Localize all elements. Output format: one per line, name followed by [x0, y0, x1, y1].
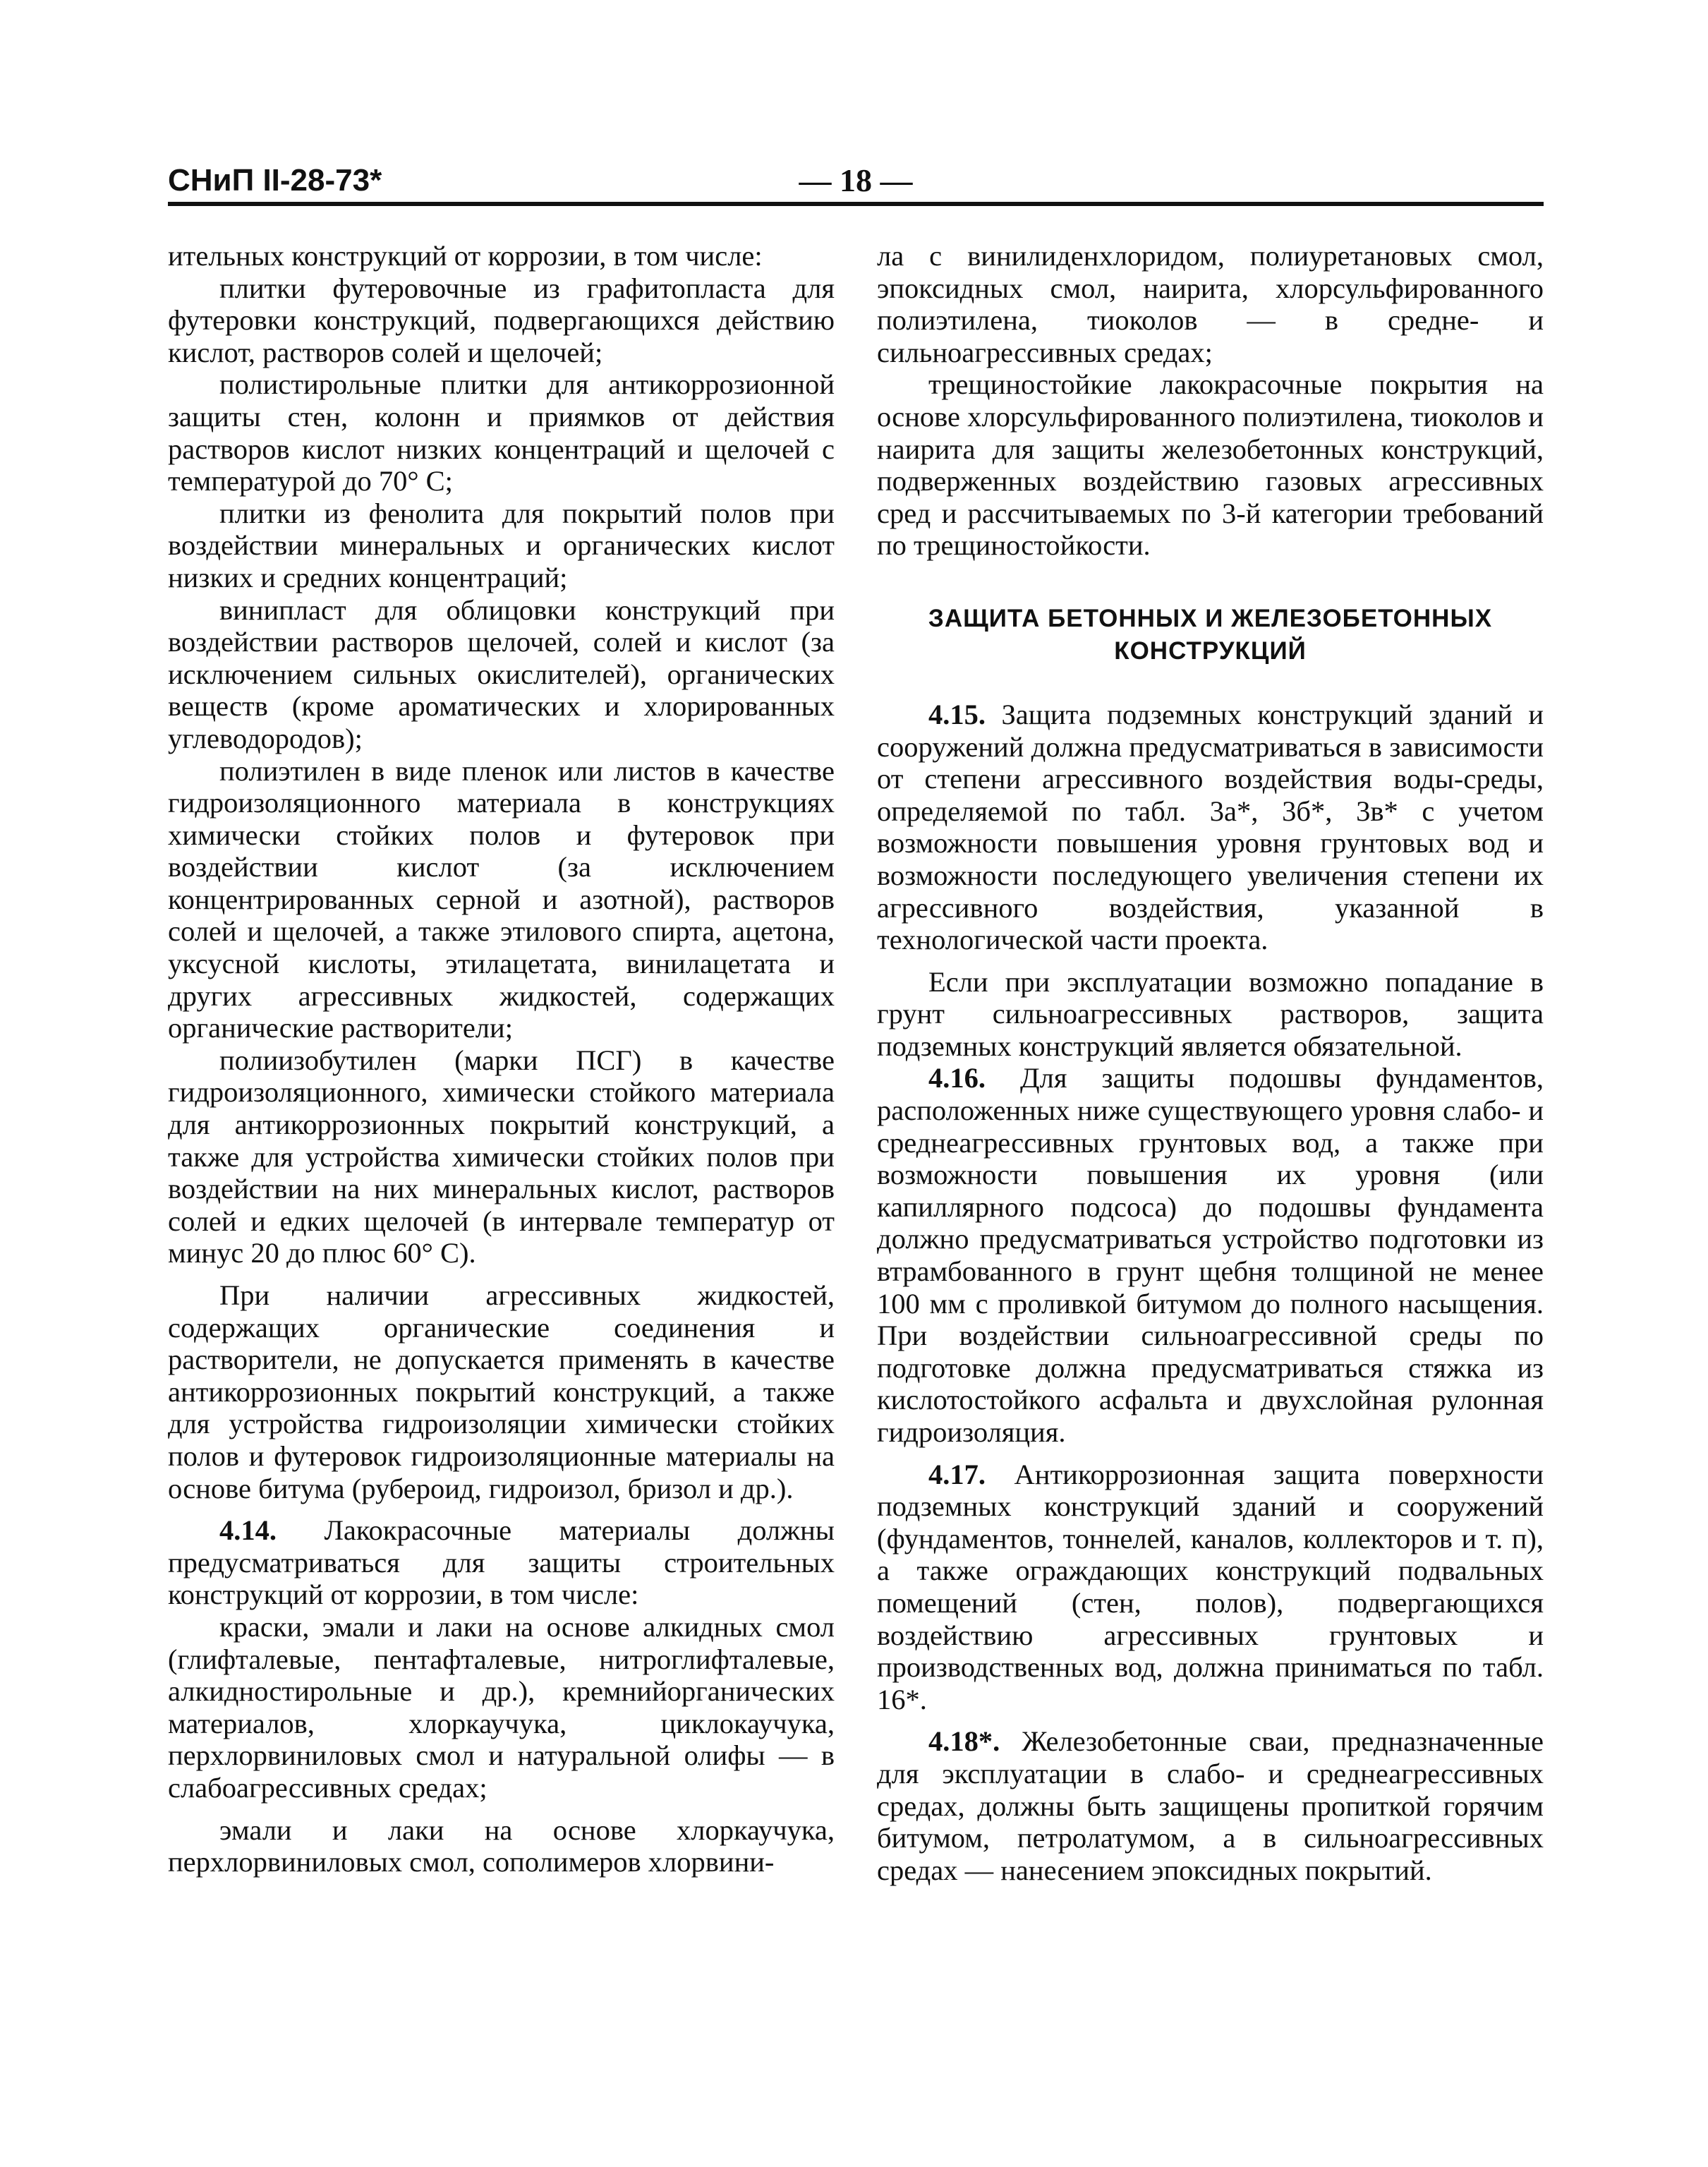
clause-text: Железобетонные сваи, предназначенные для эксплуатации в слабо- и среднеагрессивных средах, должны быть защищены пропиткой горячим битумом, петролатумом, а в сильноагрессивных средах — нанесением эпоксидных покрытий.: [877, 1725, 1544, 1886]
page-number: — 18 —: [799, 162, 913, 198]
left-column: [168, 240, 835, 1878]
paragraph: трещиностойкие лакокрасочные покрытия на основе хлорсульфированного полиэтилена, тиоколов и наирита для защиты железобетонных конструкций, подверженных воздействию газовых агрессивных сред и рассчитываемых по 3-й категории требований по трещиностойкости.: [877, 368, 1544, 562]
clause-4-17: [877, 1459, 1544, 1716]
paragraph: Если при эксплуатации возможно попадание в грунт сильноагрессивных растворов, защита подземных конструкций является обязательной.: [877, 965, 1544, 1062]
paragraph: эмали и лаки на основе хлоркаучука, перхлорвиниловых смол, сополимеров хлорвини-: [168, 1813, 835, 1878]
paragraph: При наличии агрессивных жидкостей, содержащих органические соединения и растворители, не допускается применять в качестве антикоррозионных покрытий конструкций, а также для устройства гидроизоляции химически стойких полов и футеровок гидроизоляционные материалы на основе битума (рубероид, гидроизол, бризол и др.).: [168, 1279, 835, 1504]
paragraph: полиизобутилен (марки ПСГ) в качестве гидроизоляционного, химически стойкого материала для антикоррозионных покрытий конструкций, а также для устройства химически стойких полов при воздействии на них минеральных кислот, растворов солей и едких щелочей (в интервале температур от минус 20 до плюс 60° С).: [168, 1044, 835, 1269]
clause-number: 4.16.: [928, 1062, 986, 1094]
paragraph: ла с винилиденхлоридом, полиуретановых смол, эпоксидных смол, наирита, хлорсульфированного полиэтилена, тиоколов — в средне- и сильноагрессивных средах;: [877, 240, 1544, 368]
section-heading-line: КОНСТРУКЦИЙ: [1114, 636, 1307, 665]
section-heading-line: ЗАЩИТА БЕТОННЫХ И ЖЕЛЕЗОБЕТОННЫХ: [928, 604, 1493, 632]
section-heading: [877, 603, 1544, 668]
clause-text: Защита подземных конструкций зданий и сооружений должна предусматриваться в зависимости от степени агрессивного воздействия воды-среды, определяемой по табл. 3а*, 3б*, 3в* с учетом возможности повышения уровня грунтовых вод и возможности последующего увеличения степени их агрессивного воздействия, указанной в технологической части проекта.: [877, 698, 1544, 956]
right-column: [877, 240, 1544, 1886]
paragraph: полистирольные плитки для антикоррозионной защиты стен, колонн и приямков от действия растворов кислот низких концентраций и щелочей с температурой до 70° С;: [168, 368, 835, 497]
paragraph: винипласт для облицовки конструкций при воздействии растворов щелочей, солей и кислот (за исключением сильных окислителей), органических веществ (кроме ароматических и хлорированных углеводородов);: [168, 593, 835, 754]
document-code: СНиП II-28-73*: [168, 163, 382, 198]
clause-4-15: [877, 699, 1544, 956]
paragraph: краски, эмали и лаки на основе алкидных смол (глифталевые, пентафталевые, нитроглифталевые, алкидностирольные и др.), кремнийорганических материалов, хлоркаучука, циклокаучука, перхлорвиниловых смол и натуральной олифы — в слабоагрессивных средах;: [168, 1610, 835, 1804]
header-rule: [168, 202, 1544, 206]
paragraph: полиэтилен в виде пленок или листов в качестве гидроизоляционного материала в конструкциях химически стойких полов и футеровок при воздействии кислот (за исключением концентрированных серной и азотной), растворов солей и щелочей, а также этилового спирта, ацетона, уксусной кислоты, этилацетата, винилацетата и других агрессивных жидкостей, содержащих органические растворители;: [168, 754, 835, 1044]
clause-number: 4.18*.: [928, 1725, 1000, 1758]
clause-text: Антикоррозионная защита поверхности подземных конструкций зданий и сооружений (фундаментов, тоннелей, каналов, коллекторов и т. п), а также ограждающих конструкций подвальных помещений (стен, полов), подвергающихся воздействию агрессивных грунтовых и производственных вод, должна приниматься по табл. 16*.: [877, 1458, 1544, 1715]
clause-4-18: [877, 1725, 1544, 1886]
paragraph: плитки из фенолита для покрытий полов при воздействии минеральных и органических кислот низких и средних концентраций;: [168, 497, 835, 593]
clause-text: Лакокрасочные материалы должны предусматриваться для защиты строительных конструкций от коррозии, в том числе:: [168, 1514, 835, 1611]
clause-text: Для защиты подошвы фундаментов, расположенных ниже существующего уровня слабо- и среднеагрессивных грунтовых вод, а также при возможности повышения их уровня (или капиллярного подсоса) до подошвы фундамента должно предусматриваться устройство подготовки из втрамбованного в грунт щебня толщиной не менее 100 мм с проливкой битумом до полного насыщения. При воздействии сильноагрессивной среды по подготовке должна предусматриваться стяжка из кислотостойкого асфальта и двухслойная рулонная гидроизоляция.: [877, 1062, 1544, 1448]
clause-number: 4.17.: [928, 1458, 986, 1490]
clause-4-14: [168, 1514, 835, 1611]
clause-number: 4.14.: [219, 1514, 277, 1547]
paragraph: ительных конструкций от коррозии, в том числе:: [168, 240, 763, 272]
page-header: [168, 161, 1544, 203]
clause-number: 4.15.: [928, 698, 986, 730]
clause-4-16: [877, 1062, 1544, 1448]
paragraph: плитки футеровочные из графитопласта для футеровки конструкций, подвергающихся действию кислот, растворов солей и щелочей;: [168, 272, 835, 368]
